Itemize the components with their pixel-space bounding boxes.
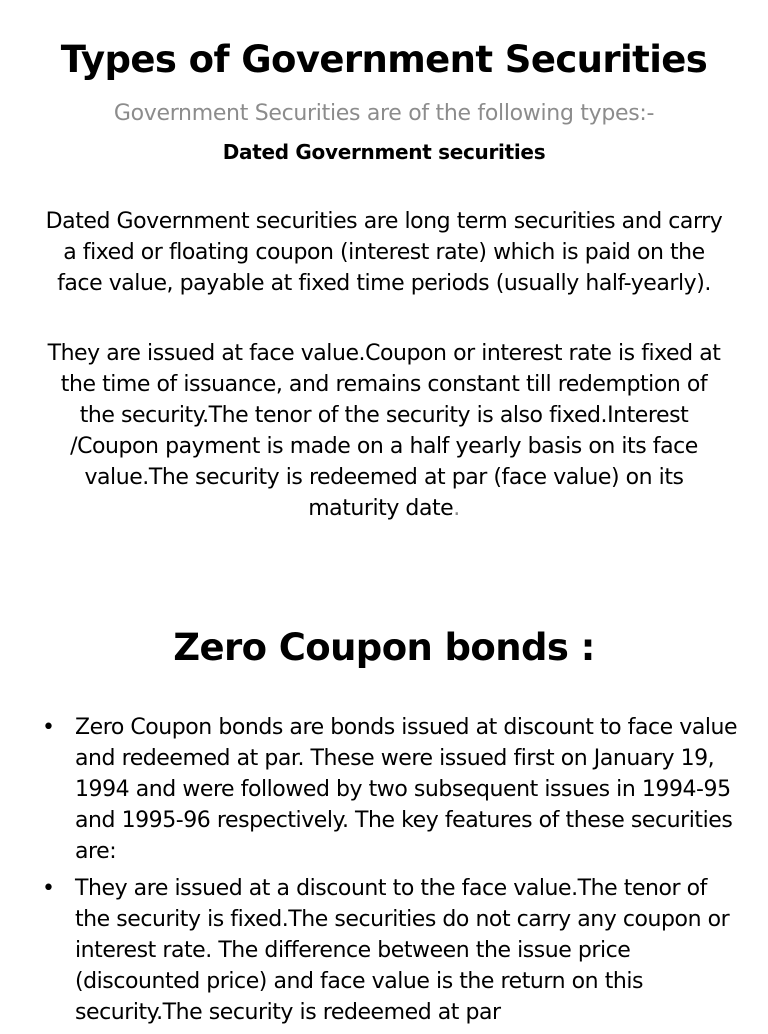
slide-zero-coupon-bonds bbox=[0, 600, 768, 1024]
section-heading: Dated Government securities bbox=[222, 140, 546, 164]
bullet-text: Zero Coupon bonds are bonds issued at discount to face value and redeemed at par. These were issued first on January 19, 1994 and were followed by two subsequent issues in 1994-95 and 1995-96 respectively. The key features of these securities are: bbox=[75, 715, 738, 864]
paragraph-features-text: They are issued at face value.Coupon or interest rate is fixed at the time of issuance, and remains constant till redemption of the security.The tenor of the security is also fixed.Interest /Coupon payment is made on a half yearly basis on its face value.The security is redeemed at par (face value) on its maturity date bbox=[47, 341, 721, 521]
paragraph-definition: Dated Government securities are long term securities and carry a fixed or floating coupon (interest rate) which is paid on the face value, payable at fixed time periods (usually half-yearly). bbox=[45, 209, 723, 296]
bullet-item bbox=[40, 712, 740, 867]
slide-title: Zero Coupon bonds : bbox=[173, 626, 595, 669]
slide-title: Types of Government Securities bbox=[60, 38, 708, 81]
paragraph-features-period: . bbox=[453, 496, 460, 521]
bullet-icon: • bbox=[42, 715, 55, 740]
bullet-text: They are issued at a discount to the face value.The tenor of the security is fixed.The securities do not carry any coupon or interest rate. The difference between the issue price (discounted price) and face value is the return on this security.The security is redeemed at par bbox=[75, 876, 730, 1025]
bullet-list bbox=[40, 712, 740, 1034]
bullet-item bbox=[40, 873, 740, 1028]
slide-subtitle: Government Securities are of the following types:- bbox=[113, 101, 655, 126]
paragraph-features bbox=[44, 338, 724, 524]
bullet-icon: • bbox=[42, 876, 55, 901]
